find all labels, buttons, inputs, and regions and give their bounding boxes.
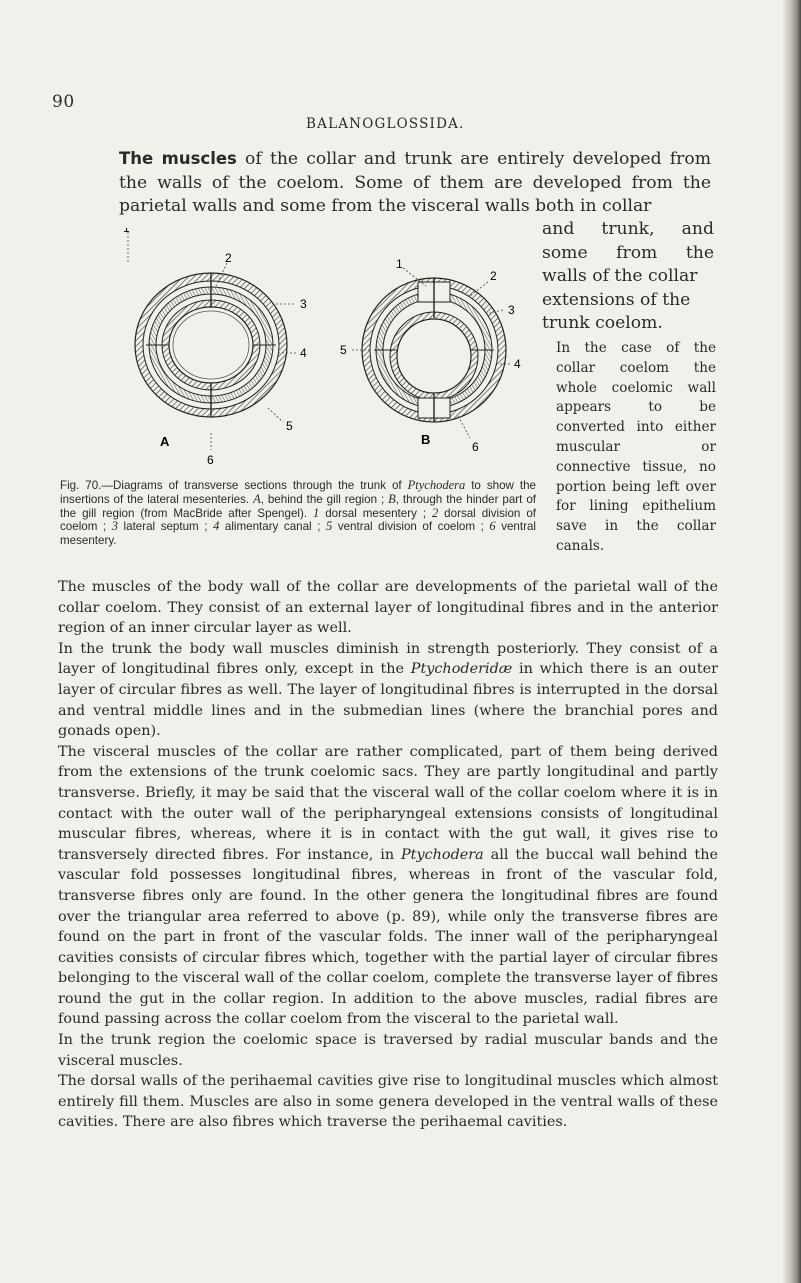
running-head: BALANOGLOSSIDA. (306, 116, 465, 132)
figure-70 (118, 228, 536, 478)
fig-a-label-6: 6 (207, 453, 214, 467)
caption-n4: 4 (213, 519, 220, 534)
caption-a: A (253, 491, 261, 506)
fig-a-label-2: 2 (225, 251, 232, 265)
body-text (58, 577, 718, 1133)
caption-n6: 6 (489, 519, 496, 534)
caption-text-4: , through the hinder part of the gill region (from MacBride after Spengel). (60, 492, 536, 520)
caption-n2: 2 (431, 505, 439, 520)
caption-text-2: to show the insertions of the lateral mesenteries. (60, 479, 536, 506)
caption-n3: 3 (111, 519, 118, 534)
p3-text-b: all the buccal wall behind the vascular fold possesses longitudinal fibres, whereas in front of the vascular fold, transverse fibres only are found. In the other genera the longitudinal fibres are found over the triangular area referred to above (p. 89), while only the transverse fibres are found on the part in front of the vascular folds. The inner wall of the peripharyngeal cavities consists of circular fibres which, together with the partial layer of circular fibres belonging to the visceral wall of the collar coelom, complete the transverse layer of fibres round the gut in the collar region. In addition to the above muscles, radial fibres are found passing across the collar coelom from the visceral to the parietal wall. (58, 846, 718, 1028)
caption-prefix: Fig. 70. (60, 479, 102, 492)
fig-b-label-6: 6 (472, 440, 479, 454)
side-line-1: and trunk, and (542, 219, 714, 239)
caption-t2: dorsal division of coelom ; (60, 506, 536, 534)
body-paragraph-1: The muscles of the body wall of the collar are developments of the parietal wall of the collar coelom. They consist of an external layer of longitudinal fibres and in the anterior region of an inner circular layer as well. (58, 579, 718, 637)
fig-b-label-2: 2 (490, 269, 497, 283)
body-paragraph-2 (58, 639, 718, 742)
intro-rest: of the collar and trunk are entirely developed from the walls of the coelom. Some of them are developed from the parietal walls and some from the visceral walls both in collar (119, 149, 711, 216)
caption-genus: Ptychodera (407, 478, 466, 492)
fig-b-label-1: 1 (396, 257, 403, 271)
caption-n1: 1 (313, 505, 320, 520)
fig-a-label-5: 5 (286, 419, 293, 433)
fig-b-label-5: 5 (340, 343, 347, 357)
diagram-a (123, 228, 307, 467)
fig-a-label-3: 3 (300, 297, 307, 311)
side-column-paragraph: In the case of the collar coelom the whole coelomic wall appears to be converted into either muscular or connective tissue, no portion being left over for lining epithelium save in the collar canals. (556, 340, 716, 554)
side-line-3: walls of the collar (542, 266, 698, 286)
page-number: 90 (52, 92, 75, 112)
body-paragraph-3 (58, 742, 718, 1030)
p3-genus: Ptychodera (400, 846, 484, 863)
caption-t5: ventral division of coelom ; (332, 520, 490, 534)
side-column-continuation (542, 218, 714, 336)
p2-text-b: in which there is an outer layer of circular fibres as well. The layer of longitudinal fibres is interrupted in the dorsal and ventral middle lines and in the submedian lines (where the branchial pores and gonads open). (58, 661, 718, 740)
diagram-b (340, 257, 521, 454)
fig-a-label-4: 4 (300, 346, 307, 360)
side-line-5: trunk coelom. (542, 313, 663, 333)
p2-text-a: In the trunk the body wall muscles diminish in strength posteriorly. They consist of a layer of longitudinal fibres only, except in the (58, 640, 718, 678)
fig-b-label-3: 3 (508, 303, 515, 317)
caption-b: B (388, 491, 396, 506)
fig-b-panel-label: B (421, 432, 431, 447)
body-paragraph-4: In the trunk region the coelomic space is traversed by radial muscular bands and the visceral muscles. (58, 1032, 718, 1069)
figure-diagrams (118, 228, 536, 478)
caption-t6: ventral mesentery. (60, 520, 536, 548)
fig-a-label-1: 1 (123, 228, 130, 235)
caption-text-3: , behind the gill region ; (260, 492, 389, 506)
page-edge-shadow (783, 0, 801, 1283)
caption-t4: alimentary canal ; (219, 520, 326, 534)
p2-family: Ptychoderidæ (410, 661, 513, 678)
fig-b-label-4: 4 (514, 357, 521, 371)
intro-paragraph (119, 147, 711, 219)
figure-caption (60, 479, 536, 548)
body-paragraph-5: The dorsal walls of the perihaemal cavities give rise to longitudinal muscles which almost entirely fill them. Muscles are also in some genera developed in the ventral walls of these cavities. There are also fibres which traverse the perihaemal cavities. (58, 1073, 718, 1131)
caption-text-1: —Diagrams of transverse sections through the trunk of (101, 479, 408, 492)
intro-lead: The muscles (119, 149, 237, 168)
caption-t1: dorsal mesentery ; (319, 506, 432, 520)
p3-text-a: The visceral muscles of the collar are rather complicated, part of them being derived from the extensions of the trunk coelomic sacs. They are partly longitudinal and partly transverse. Briefly, it may be said that the visceral wall of the collar coelom where it is in contact with the outer wall of the peripharyngeal extensions consists of longitudinal muscular fibres, whereas, where it is in contact with the gut wall, it gives rise to transversely directed fibres. For instance, in (58, 743, 718, 863)
side-line-4: extensions of the (542, 289, 691, 310)
side-line-2: some from the (542, 242, 714, 263)
caption-t3: lateral septum ; (117, 520, 214, 534)
fig-a-panel-label: A (160, 434, 170, 449)
caption-n5: 5 (326, 519, 333, 534)
